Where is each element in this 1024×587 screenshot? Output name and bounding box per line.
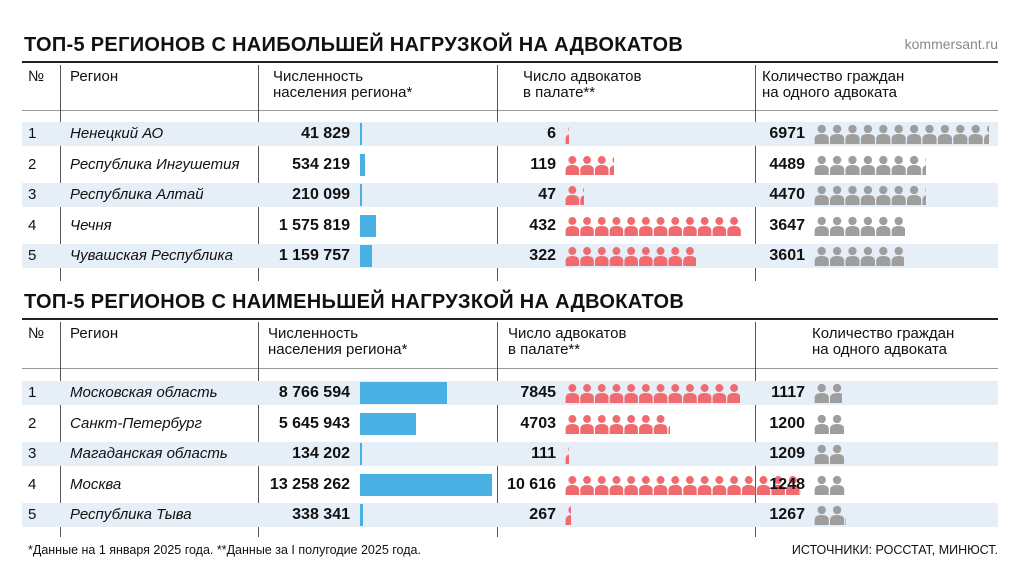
- person-icon: [566, 247, 580, 266]
- person-icon: [580, 156, 594, 175]
- top-row-lawyers: 432: [529, 216, 556, 234]
- top-row-citizens: 4489: [769, 155, 805, 173]
- top-row-region: Чечня: [70, 216, 112, 234]
- top-citizen-icons: [814, 244, 904, 268]
- bottom-population-bar: [360, 504, 363, 526]
- bottom-header-rule: [22, 368, 998, 369]
- person-icon: [861, 155, 875, 174]
- person-icon: [610, 415, 624, 434]
- bottom-row-population: 13 258 262: [269, 475, 350, 493]
- person-icon: [830, 506, 844, 525]
- top-row-region: Чувашская Республика: [70, 247, 233, 264]
- bottom-row-region: Республика Тыва: [70, 506, 192, 523]
- person-icon: [595, 247, 609, 266]
- person-icon: [815, 216, 829, 235]
- person-icon: [683, 476, 697, 495]
- top-header-n: №: [28, 68, 45, 85]
- bottom-population-bar: [360, 443, 362, 465]
- person-icon: [580, 186, 584, 205]
- bottom-row-citizens: 1209: [769, 445, 805, 462]
- person-icon: [639, 247, 653, 266]
- bottom-lawyer-icons: [565, 503, 571, 527]
- bottom-row-citizens: 1248: [769, 475, 805, 493]
- person-icon: [815, 155, 829, 174]
- person-icon: [876, 247, 890, 266]
- bottom-header-citizens: Количество граждан на одного адвоката: [812, 325, 955, 358]
- top-header-population: Численность населения региона*: [273, 68, 413, 101]
- person-icon: [713, 384, 727, 403]
- bottom-title-rule: [22, 318, 998, 320]
- bottom-row-region: Санкт-Петербург: [70, 414, 202, 432]
- person-icon: [566, 125, 569, 144]
- top-header-citizens: Количество граждан на одного адвоката: [762, 68, 905, 101]
- person-icon: [892, 125, 906, 144]
- person-icon: [580, 415, 594, 434]
- bottom-title: ТОП-5 РЕГИОНОВ С НАИМЕНЬШЕЙ НАГРУЗКОЙ НА АДВОКАТОВ: [24, 291, 685, 313]
- person-icon: [861, 216, 875, 235]
- person-icon: [830, 216, 844, 235]
- bottom-citizen-icons: [814, 381, 842, 405]
- bottom-row-region: Московская область: [70, 384, 218, 401]
- top-row-number: 1: [28, 125, 37, 142]
- person-icon: [845, 216, 859, 235]
- bottom-row-region: Москва: [70, 475, 122, 493]
- person-icon: [953, 125, 967, 144]
- person-icon: [624, 247, 638, 266]
- person-icon: [861, 125, 875, 144]
- person-icon: [566, 445, 569, 464]
- bottom-row-number: 2: [28, 414, 37, 432]
- bottom-citizen-icons: [814, 503, 846, 527]
- bottom-row-lawyers: 7845: [520, 384, 556, 401]
- bottom-row-number: 3: [28, 445, 37, 462]
- person-icon: [876, 125, 890, 144]
- brand-label: kommersant.ru: [904, 36, 998, 52]
- person-icon: [815, 384, 829, 403]
- person-icon: [624, 384, 638, 403]
- person-icon: [907, 186, 921, 205]
- top-row-number: 2: [28, 155, 37, 173]
- bottom-row-number: 5: [28, 506, 37, 523]
- bottom-header-region: Регион: [70, 325, 119, 342]
- top-row-number: 5: [28, 247, 37, 264]
- person-icon: [624, 476, 638, 495]
- top-row-number: 3: [28, 186, 37, 203]
- top-row-region: Ненецкий АО: [70, 125, 164, 142]
- top-row-population: 41 829: [301, 125, 350, 142]
- top-population-bar: [360, 245, 372, 267]
- bottom-row-population: 5 645 943: [278, 414, 350, 432]
- source-note: ИСТОЧНИКИ: РОССТАТ, МИНЮСТ.: [791, 543, 998, 557]
- person-icon: [907, 155, 921, 174]
- person-icon: [845, 125, 859, 144]
- top-population-bar: [360, 184, 362, 206]
- top-row-population: 534 219: [292, 155, 350, 173]
- top-header-rule: [22, 110, 998, 111]
- top-lawyer-icons: [565, 214, 741, 238]
- top-population-bar: [360, 215, 376, 237]
- person-icon: [815, 247, 829, 266]
- person-icon: [713, 217, 727, 236]
- person-icon: [566, 156, 580, 175]
- top-citizen-icons: [814, 153, 926, 177]
- bottom-row-number: 4: [28, 475, 37, 493]
- person-icon: [595, 384, 609, 403]
- bottom-header-population: Численность населения региона*: [268, 325, 408, 358]
- person-icon: [830, 475, 844, 494]
- top-lawyer-icons: [565, 122, 569, 146]
- bottom-lawyer-icons: [565, 381, 740, 405]
- top-row-lawyers: 6: [547, 125, 556, 142]
- person-icon: [876, 216, 890, 235]
- bottom-row-number: 1: [28, 384, 37, 401]
- top-lawyer-icons: [565, 244, 696, 268]
- person-icon: [668, 415, 669, 434]
- person-icon: [830, 384, 842, 403]
- footnote: *Данные на 1 января 2025 года. **Данные за I полугодие 2025 года.: [28, 543, 421, 557]
- top-title: ТОП-5 РЕГИОНОВ С НАИБОЛЬШЕЙ НАГРУЗКОЙ НА АДВОКАТОВ: [24, 34, 684, 56]
- person-icon: [639, 476, 653, 495]
- top-population-bar: [360, 154, 365, 176]
- bottom-population-bar: [360, 413, 416, 435]
- person-icon: [566, 415, 580, 434]
- person-icon: [984, 125, 989, 144]
- top-lawyer-icons: [565, 153, 614, 177]
- top-lawyer-icons: [565, 183, 584, 207]
- person-icon: [610, 217, 624, 236]
- bottom-header-lawyers: Число адвокатов в палате**: [508, 325, 627, 358]
- bottom-citizen-icons: [814, 442, 844, 466]
- person-icon: [668, 247, 682, 266]
- person-icon: [922, 125, 936, 144]
- bottom-header-n: №: [28, 325, 45, 342]
- person-icon: [830, 445, 844, 464]
- person-icon: [595, 415, 609, 434]
- top-row-lawyers: 119: [530, 155, 556, 173]
- bottom-lawyer-icons: [565, 412, 670, 436]
- person-icon: [922, 155, 926, 174]
- top-row-citizens: 4470: [769, 186, 805, 203]
- person-icon: [815, 475, 829, 494]
- person-icon: [654, 217, 668, 236]
- top-row-lawyers: 47: [538, 186, 556, 203]
- person-icon: [861, 247, 875, 266]
- person-icon: [595, 156, 609, 175]
- person-icon: [698, 384, 712, 403]
- person-icon: [595, 217, 609, 236]
- person-icon: [907, 125, 921, 144]
- person-icon: [639, 415, 653, 434]
- person-icon: [595, 476, 609, 495]
- person-icon: [654, 415, 668, 434]
- person-icon: [815, 506, 829, 525]
- person-icon: [566, 506, 571, 525]
- top-row-lawyers: 322: [529, 247, 556, 264]
- person-icon: [668, 384, 682, 403]
- person-icon: [815, 186, 829, 205]
- person-icon: [566, 186, 580, 205]
- top-row-citizens: 3647: [769, 216, 805, 234]
- top-row-citizens: 6971: [769, 125, 805, 142]
- bottom-population-bar: [360, 382, 447, 404]
- person-icon: [845, 247, 859, 266]
- person-icon: [845, 186, 859, 205]
- bottom-row-citizens: 1117: [771, 384, 805, 401]
- person-icon: [713, 476, 727, 495]
- person-icon: [969, 125, 983, 144]
- bottom-row-citizens: 1200: [769, 414, 805, 432]
- top-row-population: 210 099: [292, 186, 350, 203]
- person-icon: [566, 217, 580, 236]
- bottom-citizen-icons: [814, 473, 845, 497]
- bottom-row-lawyers: 267: [529, 506, 556, 523]
- top-citizen-icons: [814, 183, 926, 207]
- person-icon: [892, 186, 906, 205]
- person-icon: [610, 156, 614, 175]
- person-icon: [654, 476, 668, 495]
- person-icon: [892, 247, 905, 266]
- top-row-population: 1 159 757: [278, 247, 350, 264]
- top-row-number: 4: [28, 216, 37, 234]
- person-icon: [580, 476, 594, 495]
- bottom-row-population: 8 766 594: [278, 384, 350, 401]
- top-row-citizens: 3601: [769, 247, 805, 264]
- bottom-row-lawyers: 4703: [520, 414, 556, 432]
- person-icon: [876, 186, 890, 205]
- person-icon: [892, 216, 906, 235]
- person-icon: [861, 186, 875, 205]
- person-icon: [580, 217, 594, 236]
- person-icon: [938, 125, 952, 144]
- bottom-row-population: 338 341: [292, 506, 350, 523]
- top-header-lawyers: Число адвокатов в палате**: [523, 68, 642, 101]
- person-icon: [668, 476, 682, 495]
- person-icon: [624, 415, 638, 434]
- bottom-row-lawyers: 111: [531, 445, 556, 462]
- top-header-region: Регион: [70, 68, 119, 85]
- person-icon: [566, 476, 580, 495]
- top-citizen-icons: [814, 214, 905, 238]
- person-icon: [610, 384, 624, 403]
- person-icon: [815, 414, 829, 433]
- bottom-row-region: Магаданская область: [70, 445, 228, 462]
- person-icon: [698, 217, 712, 236]
- person-icon: [683, 384, 697, 403]
- person-icon: [815, 125, 829, 144]
- person-icon: [830, 247, 844, 266]
- person-icon: [580, 247, 594, 266]
- person-icon: [654, 247, 668, 266]
- person-icon: [845, 155, 859, 174]
- person-icon: [610, 476, 624, 495]
- person-icon: [830, 155, 844, 174]
- top-population-bar: [360, 123, 362, 145]
- top-title-rule: [22, 61, 998, 63]
- person-icon: [892, 155, 906, 174]
- top-row-population: 1 575 819: [278, 216, 350, 234]
- bottom-citizen-icons: [814, 412, 844, 436]
- person-icon: [830, 125, 844, 144]
- person-icon: [566, 384, 580, 403]
- bottom-row-citizens: 1267: [769, 506, 805, 523]
- top-citizen-icons: [814, 122, 989, 146]
- bottom-row-population: 134 202: [292, 445, 350, 462]
- person-icon: [654, 384, 668, 403]
- person-icon: [580, 384, 594, 403]
- bottom-lawyer-icons: [565, 442, 569, 466]
- person-icon: [830, 186, 844, 205]
- person-icon: [815, 445, 829, 464]
- bottom-row-lawyers: 10 616: [507, 475, 556, 493]
- person-icon: [876, 155, 890, 174]
- person-icon: [698, 476, 712, 495]
- person-icon: [830, 414, 844, 433]
- person-icon: [922, 186, 926, 205]
- top-row-region: Республика Ингушетия: [70, 155, 240, 173]
- person-icon: [624, 217, 638, 236]
- person-icon: [639, 217, 653, 236]
- person-icon: [639, 384, 653, 403]
- top-row-region: Республика Алтай: [70, 186, 204, 203]
- person-icon: [610, 247, 624, 266]
- person-icon: [683, 247, 696, 266]
- person-icon: [668, 217, 682, 236]
- person-icon: [683, 217, 697, 236]
